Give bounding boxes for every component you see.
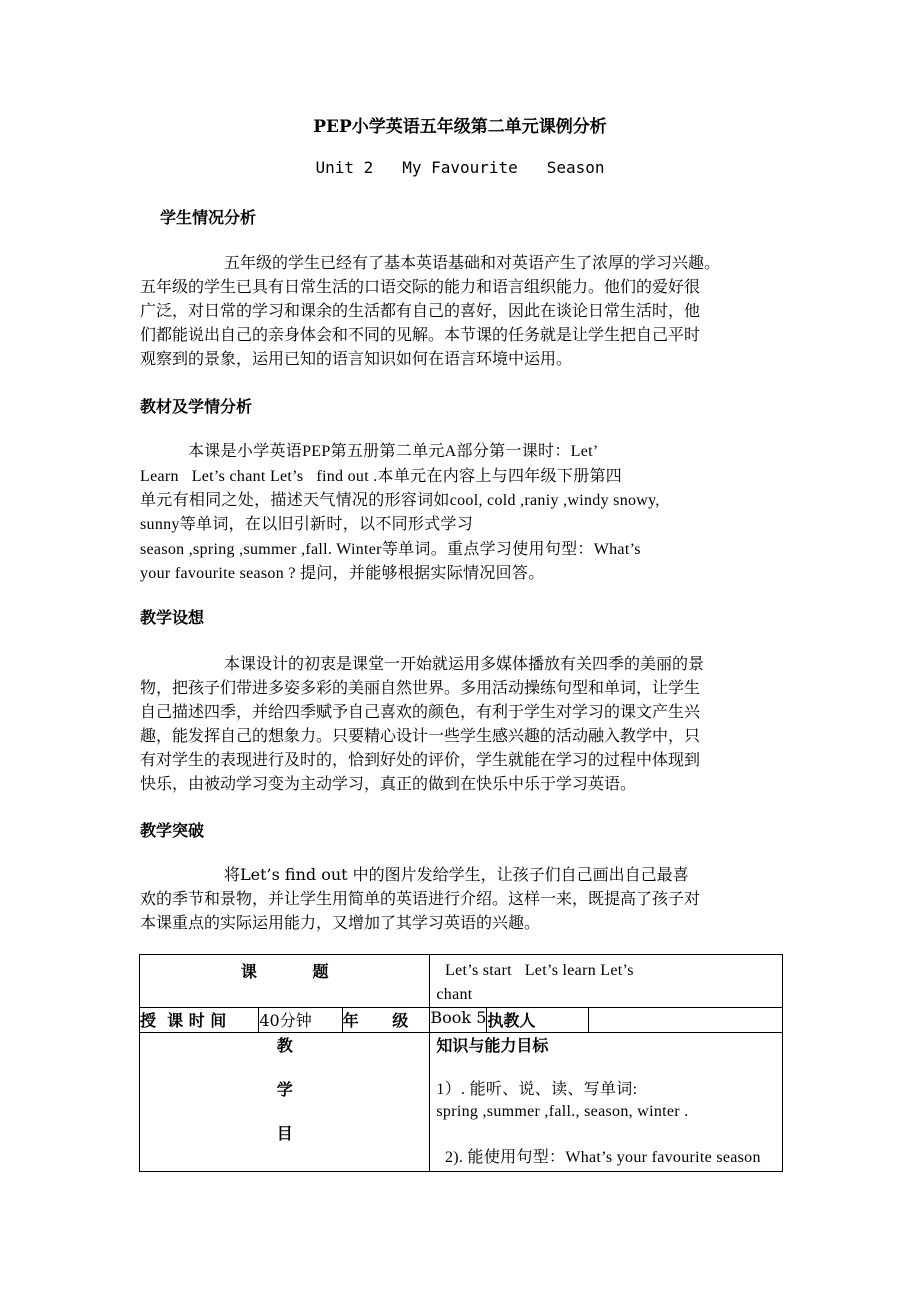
time-value: 40分钟	[259, 1011, 312, 1030]
paragraph-line: 欢的季节和景物，并让学生用简单的英语进行介绍。这样一来，既提高了孩子对	[140, 889, 701, 908]
paragraph-line: 自己描述四季，并给四季赋予自己喜欢的颜色，有利于学生对学习的课文产生兴	[140, 702, 701, 721]
grade-label-cell	[342, 1008, 430, 1033]
goal-label-char: 教	[276, 1036, 293, 1055]
paragraph-line: 本课重点的实际运用能力，又增加了其学习英语的兴趣。	[140, 913, 541, 932]
goal-heading: 知识与能力目标	[436, 1036, 549, 1055]
time-value-cell	[259, 1008, 342, 1033]
topic-label: 课 题	[240, 962, 329, 981]
paragraph-line: 将Let’s find out 中的图片发给学生，让孩子们自己画出自己最喜	[224, 865, 689, 884]
paragraph-line: 五年级的学生已经有了基本英语基础和对英语产生了浓厚的学习兴趣。	[224, 253, 721, 272]
goal-line: 1）. 能听、说、读、写单词:	[436, 1081, 638, 1098]
goal-line: spring ,summer ,fall., season, winter .	[436, 1103, 689, 1120]
topic-value-cell	[430, 955, 783, 1008]
paragraph-line: 本课是小学英语PEP第五册第二单元A部分第一课时：Let’	[188, 443, 599, 460]
time-label: 授 课 时 间	[140, 1011, 227, 1030]
page-title: PEP小学英语五年级第二单元课例分析	[313, 117, 607, 137]
goal-label-char: 目	[276, 1124, 293, 1143]
topic-value-line: Let’s start Let’s learn Let’s	[436, 962, 634, 979]
paragraph-line: Learn Let’s chant Let’s find out .本单元在内容上与四年级下册第四	[140, 468, 623, 485]
section-heading-breakthrough: 教学突破	[140, 821, 205, 840]
paragraph-line: 五年级的学生已具有日常生活的口语交际的能力和语言组织能力。他们的爱好很	[140, 277, 701, 296]
grade-label: 年 级	[342, 1011, 409, 1030]
goal-label-char: 学	[276, 1080, 293, 1099]
section-heading-student-analysis: 学生情况分析	[160, 208, 257, 227]
paragraph-line: 有对学生的表现进行及时的，恰到好处的评价，学生就能在学习的过程中体现到	[140, 750, 701, 769]
paragraph-line: 物，把孩子们带进多姿多彩的美丽自然世界。多用活动操练句型和单词，让学生	[140, 678, 701, 697]
time-label-cell	[140, 1008, 259, 1033]
lesson-info-table	[139, 954, 783, 1172]
paragraph-line: sunny等单词，在以旧引新时，以不同形式学习	[140, 516, 474, 533]
section-heading-teaching-idea: 教学设想	[140, 608, 205, 627]
paragraph-line: 快乐，由被动学习变为主动学习，真正的做到在快乐中乐于学习英语。	[140, 774, 637, 793]
paragraph-line: season ,spring ,summer ,fall. Winter等单词。重点学习使用句型：What’s	[140, 541, 641, 558]
section-heading-material-analysis: 教材及学情分析	[140, 397, 253, 416]
paragraph-line: 本课设计的初衷是课堂一开始就运用多媒体播放有关四季的美丽的景	[224, 654, 705, 673]
grade-value-cell	[430, 1008, 487, 1033]
goal-content-cell	[430, 1033, 783, 1172]
goal-label-cell	[140, 1033, 430, 1172]
paragraph-line: 单元有相同之处，描述天气情况的形容词如cool, cold ,raniy ,windy snowy,	[140, 492, 660, 509]
paragraph-line: 观察到的景象，运用已知的语言知识如何在语言环境中运用。	[140, 349, 573, 368]
paragraph-line: 广泛，对日常的学习和课余的生活都有自己的喜好，因此在谈论日常生活时，他	[140, 301, 701, 320]
grade-value: Book 5	[430, 1008, 487, 1027]
paragraph-line: 们都能说出自己的亲身体会和不同的见解。本节课的任务就是让学生把自己平时	[140, 325, 701, 344]
paragraph-line: your favourite season ? 提问，并能够根据实际情况回答。	[140, 565, 545, 582]
teacher-value-cell	[589, 1008, 783, 1033]
page-subtitle: Unit 2 My Favourite Season	[315, 158, 605, 177]
paragraph-line: 趣，能发挥自己的想象力。只要精心设计一些学生感兴趣的活动融入教学中，只	[140, 726, 701, 745]
topic-value-line: chant	[436, 986, 473, 1003]
teacher-label-cell	[487, 1008, 589, 1033]
goal-line: 2). 能使用句型：What’s your favourite season	[436, 1149, 761, 1166]
teacher-label: 执教人	[487, 1011, 536, 1030]
topic-label-cell	[140, 955, 430, 1008]
